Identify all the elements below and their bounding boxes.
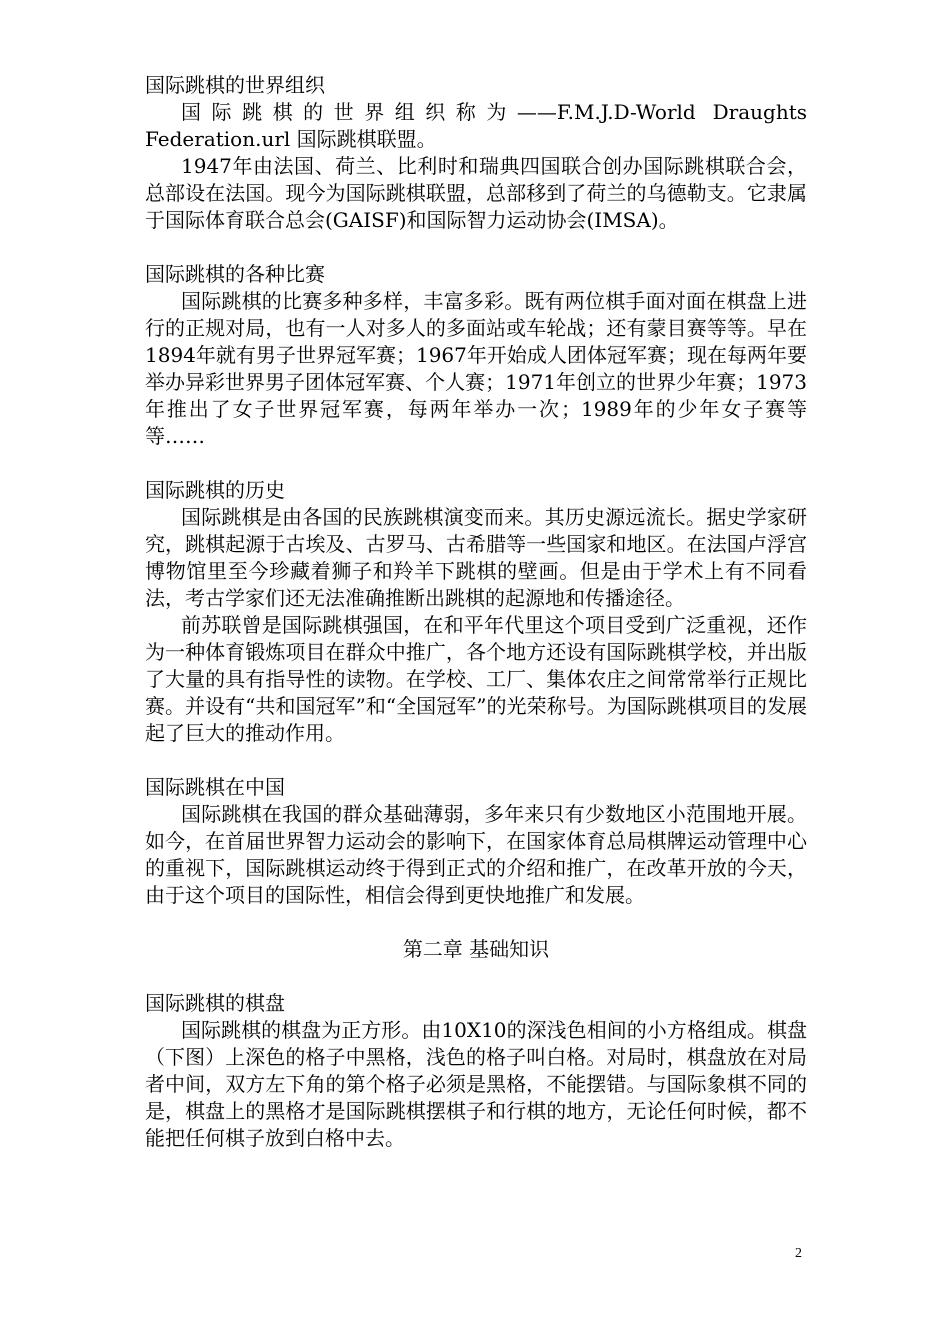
paragraph: 国际跳棋的世界组织称为——F.M.J.D-World Draughts Federation.url 国际跳棋联盟。	[145, 100, 807, 151]
section-heading-world-organization: 国际跳棋的世界组织	[145, 73, 325, 97]
section-heading-board: 国际跳棋的棋盘	[145, 991, 285, 1015]
section-heading-in-china: 国际跳棋在中国	[145, 775, 285, 799]
paragraph: 前苏联曾是国际跳棋强国，在和平年代里这个项目受到广泛重视，还作为一种体育锻炼项目在群众中推广，各个地方还设有国际跳棋学校，并出版了大量的具有指导性的读物。在学校、工厂、集体农庄之间常常举行正规比赛。并设有“共和国冠军”和“全国冠军”的光荣称号。为国际跳棋项目的发展起了巨大的推动作用。	[145, 613, 807, 745]
spacer	[145, 747, 807, 774]
paragraph: 国际跳棋在我国的群众基础薄弱，多年来只有少数地区小范围地开展。如今，在首届世界智力运动会的影响下，在国家体育总局棋牌运动管理中心的重视下，国际跳棋运动终于得到正式的介绍和推广，在改革开放的今天，由于这个项目的国际性，相信会得到更快地推广和发展。	[145, 802, 807, 907]
paragraph: 国际跳棋的棋盘为正方形。由10X10的深浅色相间的小方格组成。棋盘（下图）上深色的格子中黑格，浅色的格子叫白格。对局时，棋盘放在对局者中间，双方左下角的第个格子必须是黑格，不能摆错。与国际象棋不同的是，棋盘上的黑格才是国际跳棋摆棋子和行棋的地方，无论任何时候，都不能把任何棋子放到白格中去。	[145, 1018, 807, 1150]
spacer	[145, 963, 807, 990]
spacer	[145, 450, 807, 477]
section-heading-history: 国际跳棋的历史	[145, 478, 285, 502]
spacer	[145, 234, 807, 261]
spacer	[145, 909, 807, 936]
page-number: 2	[795, 1246, 802, 1261]
paragraph: 国际跳棋的比赛多种多样，丰富多彩。既有两位棋手面对面在棋盘上进行的正规对局，也有一人对多人的多面站或车轮战；还有蒙目赛等等。早在1894年就有男子世界冠军赛；1967年开始成人团体冠军赛；现在每两年要举办异彩世界男子团体冠军赛、个人赛；1971年创立的世界少年赛；1973年推出了女子世界冠军赛，每两年举办一次；1989年的少年女子赛等等……	[145, 289, 807, 448]
chapter-title: 第二章 基础知识	[402, 937, 550, 961]
page-content	[145, 72, 807, 1152]
paragraph: 1947年由法国、荷兰、比利时和瑞典四国联合创办国际跳棋联合会，总部设在法国。现今为国际跳棋联盟，总部移到了荷兰的乌德勒支。它隶属于国际体育联合总会(GAISF)和国际智力运动协会(IMSA)。	[145, 154, 807, 232]
paragraph: 国际跳棋是由各国的民族跳棋演变而来。其历史源远流长。据史学家研究，跳棋起源于古埃及、古罗马、古希腊等一些国家和地区。在法国卢浮宫博物馆里至今珍藏着狮子和羚羊下跳棋的壁画。但是由于学术上有不同看法，考古学家们还无法准确推断出跳棋的起源地和传播途径。	[145, 505, 807, 610]
section-heading-competitions: 国际跳棋的各种比赛	[145, 262, 325, 286]
